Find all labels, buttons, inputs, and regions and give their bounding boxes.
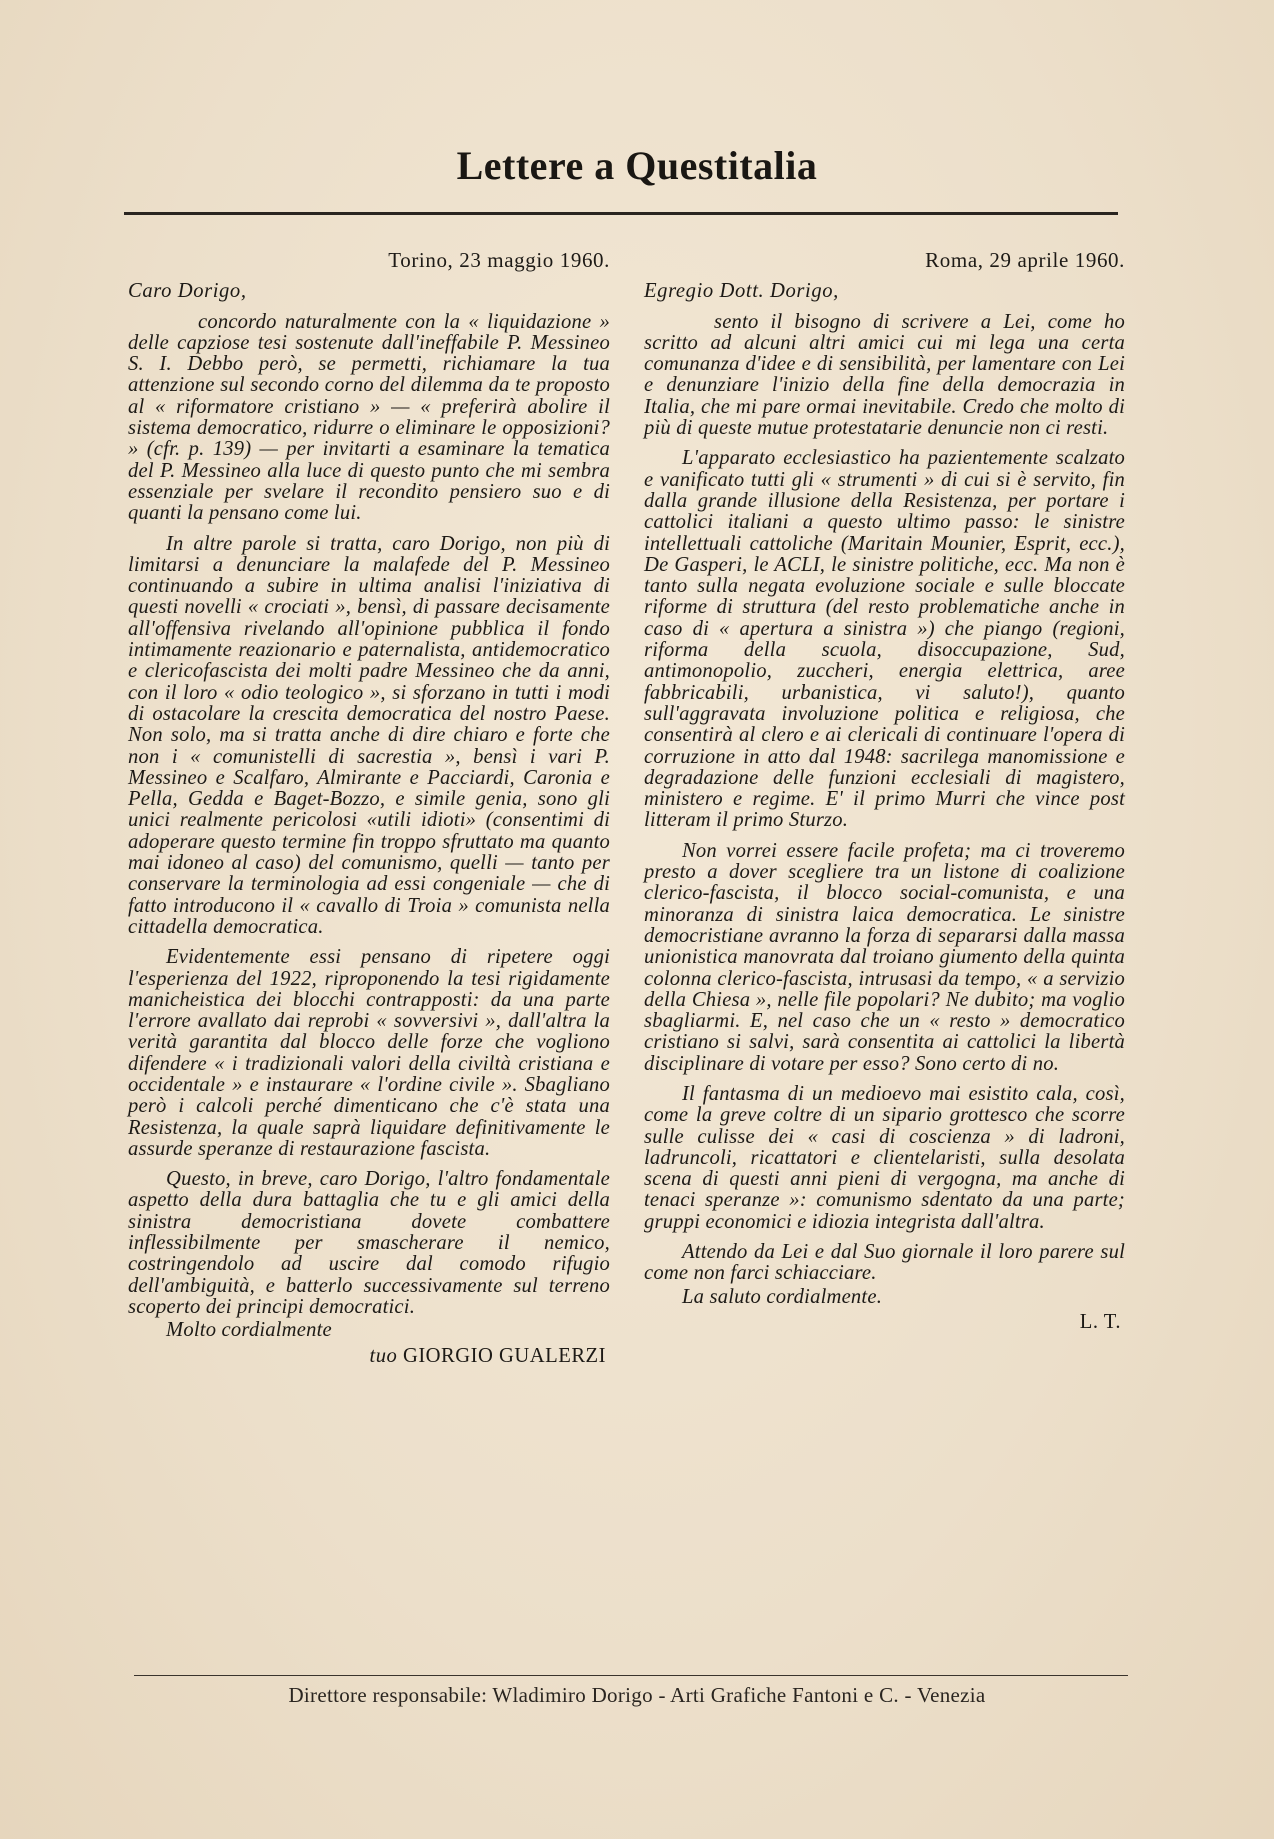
- footer-rule: [134, 1675, 1128, 1676]
- letter-salutation: Caro Dorigo,: [128, 280, 247, 303]
- letter-paragraph: concordo naturalmente con la « liquidazione » delle capziose tesi sostenute dall'ineffabile P. Messineo S. I. Debbo però, se permetti, richiamare la tua attenzione sul secondo corno del dilemma da te proposto al « riformatore cristiano » — « preferirà abolire il sistema democratico, ridurre o eliminare le opposizioni? » (cfr. p. 139) — per invitarti a esaminare la tematica del P. Messineo alla luce di questo punto che mi sembra essenziale per svelare il recondito pensiero suo e di quanti la pensano come lui.: [128, 310, 610, 525]
- letter-paragraph: Il fantasma di un medioevo mai esistito cala, così, come la greve coltre di un sipario grottesco che scorre sulle culisse dei « casi di coscienza » di ladroni, ladruncoli, ricattatori e clientelaristi, sulla desolata scena di questi anni pieni di vergogna, ma anche di tenaci speranze »: comunismo sdentato da una parte; gruppi economici e idiozia integrista dall'altra.: [644, 1082, 1125, 1233]
- letter-dateline: Torino, 23 maggio 1960.: [388, 248, 610, 272]
- letter-closing: La saluto cordialmente.: [682, 1285, 883, 1308]
- signature-name: GIORGIO GUALERZI: [402, 1344, 606, 1367]
- letter-signature: [644, 1312, 1125, 1333]
- footer-imprint: Direttore responsabile: Wladimiro Dorigo - Arti Grafiche Fantoni e C. - Venezia: [288, 1683, 986, 1707]
- letter-salutation: Egregio Dott. Dorigo,: [644, 280, 839, 303]
- signature-name: L. T.: [1079, 1310, 1121, 1333]
- letter-paragraph: L'apparato ecclesiastico ha pazientemente scalzato e vanificato tutti gli « strumenti » di cui si è servito, fin dalla grande illusione della Resistenza, per portare i cattolici italiani a questo ultimo passo: le sinistre intellettuali cattoliche (Maritain Mounier, Esprit, ecc.), De Gasperi, le ACLI, le sinistre politiche, ecc. Ma non è tanto sulla negata evoluzione sociale e sulle bloccate riforme di struttura (del resto problematiche anche in caso di « apertura a sinistra ») che piango (regioni, riforma della scuola, disoccupazione, Sud, antimonopolio, zuccheri, energia elettrica, aree fabbricabili, urbanistica, vi saluto!), quanto sull'aggravata involuzione politica e religiosa, che consentirà al clero e ai clericali di continuare l'opera di corruzione in atto dal 1948: sacrilega manomissione e degradazione delle funzioni ecclesiali di magistero, ministero e regime. E' il primo Murri che vince post litteram il primo Sturzo.: [644, 447, 1125, 832]
- letter-closing: Molto cordialmente: [166, 1319, 332, 1342]
- letter-paragraph: In altre parole si tratta, caro Dorigo, non più di limitarsi a denunciare la malafede del P. Messineo continuando a subire in ultima analisi l'iniziativa di questi novelli « crociati », bensì, di passare decisamente all'offensiva rivelando all'opinione pubblica il fondo intimamente reazionario e paternalista, antidemocratico e clericofascista dei molti padre Messineo che da anni, con il loro « odio teologico », si sforzano in tutti i modi di ostacolare la crescita democratica del nostro Paese. Non solo, ma si tratta anche di dire chiaro e forte che non i « comunistelli di sacrestia », bensì i vari P. Messineo e Scalfaro, Almirante e Pacciardi, Caronia e Pella, Gedda e Baget-Bozzo, e simile genia, sono gli unici realmente pericolosi «utili idioti» (consentimi di adoperare questo termine fin troppo sfruttato ma quanto mai idoneo al caso) del comunismo, quelli — tanto per conservare la terminologia ad essi congeniale — che di fatto introducono il « cavallo di Troia » comunista nella cittadella democratica.: [128, 532, 610, 938]
- letter-paragraph: Questo, in breve, caro Dorigo, l'altro fondamentale aspetto della dura battaglia che tu e gli amici della sinistra democristiana dovete combattere inflessibilmente per smascherare il nemico, costringendolo ad uscire dal comodo rifugio dell'ambiguità, e batterlo successivamente sul terreno scoperto dei principi democratici.: [128, 1168, 610, 1318]
- letter-signature: [128, 1346, 610, 1367]
- letter-torino: [128, 250, 610, 1367]
- letter-paragraph: sento il bisogno di scrivere a Lei, come ho scritto ad alcuni altri amici cui mi lega una certa comunanza d'idee e di sensibilità, per lamentare con Lei e denunziare l'inizio della fine della democrazia in Italia, che mi pare ormai inevitabile. Credo che molto di più di queste mutue protestatarie denuncie non ci resti.: [644, 310, 1125, 440]
- letter-dateline: Roma, 29 aprile 1960.: [925, 248, 1125, 272]
- letter-paragraph: Evidentemente essi pensano di ripetere oggi l'esperienza del 1922, riproponendo la tesi rigidamente manicheistica dei blocchi contrapposti: da una parte l'errore avallato dai reprobi « sovversivi », dall'altra la verità garantita dal blocco delle forze che vogliono difendere « i tradizionali valori della civiltà cristiana e occidentale » e instaurare « l'ordine civile ». Sbagliano però i calcoli perché dimenticano che c'è stata una Resistenza, la quale saprà liquidare definitivamente le assurde speranze di restaurazione fascista.: [128, 946, 610, 1160]
- letter-roma: [644, 250, 1125, 1333]
- letter-paragraph: Non vorrei essere facile profeta; ma ci troveremo presto a dover scegliere tra un listone di coalizione clerico-fascista, il blocco social-comunista, e una minoranza di sinistra laica democratica. Le sinistre democristiane avranno la forza di separarsi dalla massa unionistica manovrata dal troiano giumento della quinta colonna clerico-fascista, intrusasi da tempo, « a servizio della Chiesa », nelle file popolari? Ne dubito; ma voglio sbagliarmi. E, nel caso che un « resto » democratico cristiano si salvi, sarà consentita ai cattolici la libertà disciplinare di votare per esso? Sono certo di no.: [644, 839, 1125, 1075]
- signature-prefix: tuo: [369, 1344, 398, 1367]
- page-title: Lettere a Questitalia: [456, 143, 818, 188]
- letter-paragraph: Attendo da Lei e dal Suo giornale il loro parere sul come non farci schiacciare.: [644, 1241, 1125, 1285]
- title-rule: [124, 212, 1118, 215]
